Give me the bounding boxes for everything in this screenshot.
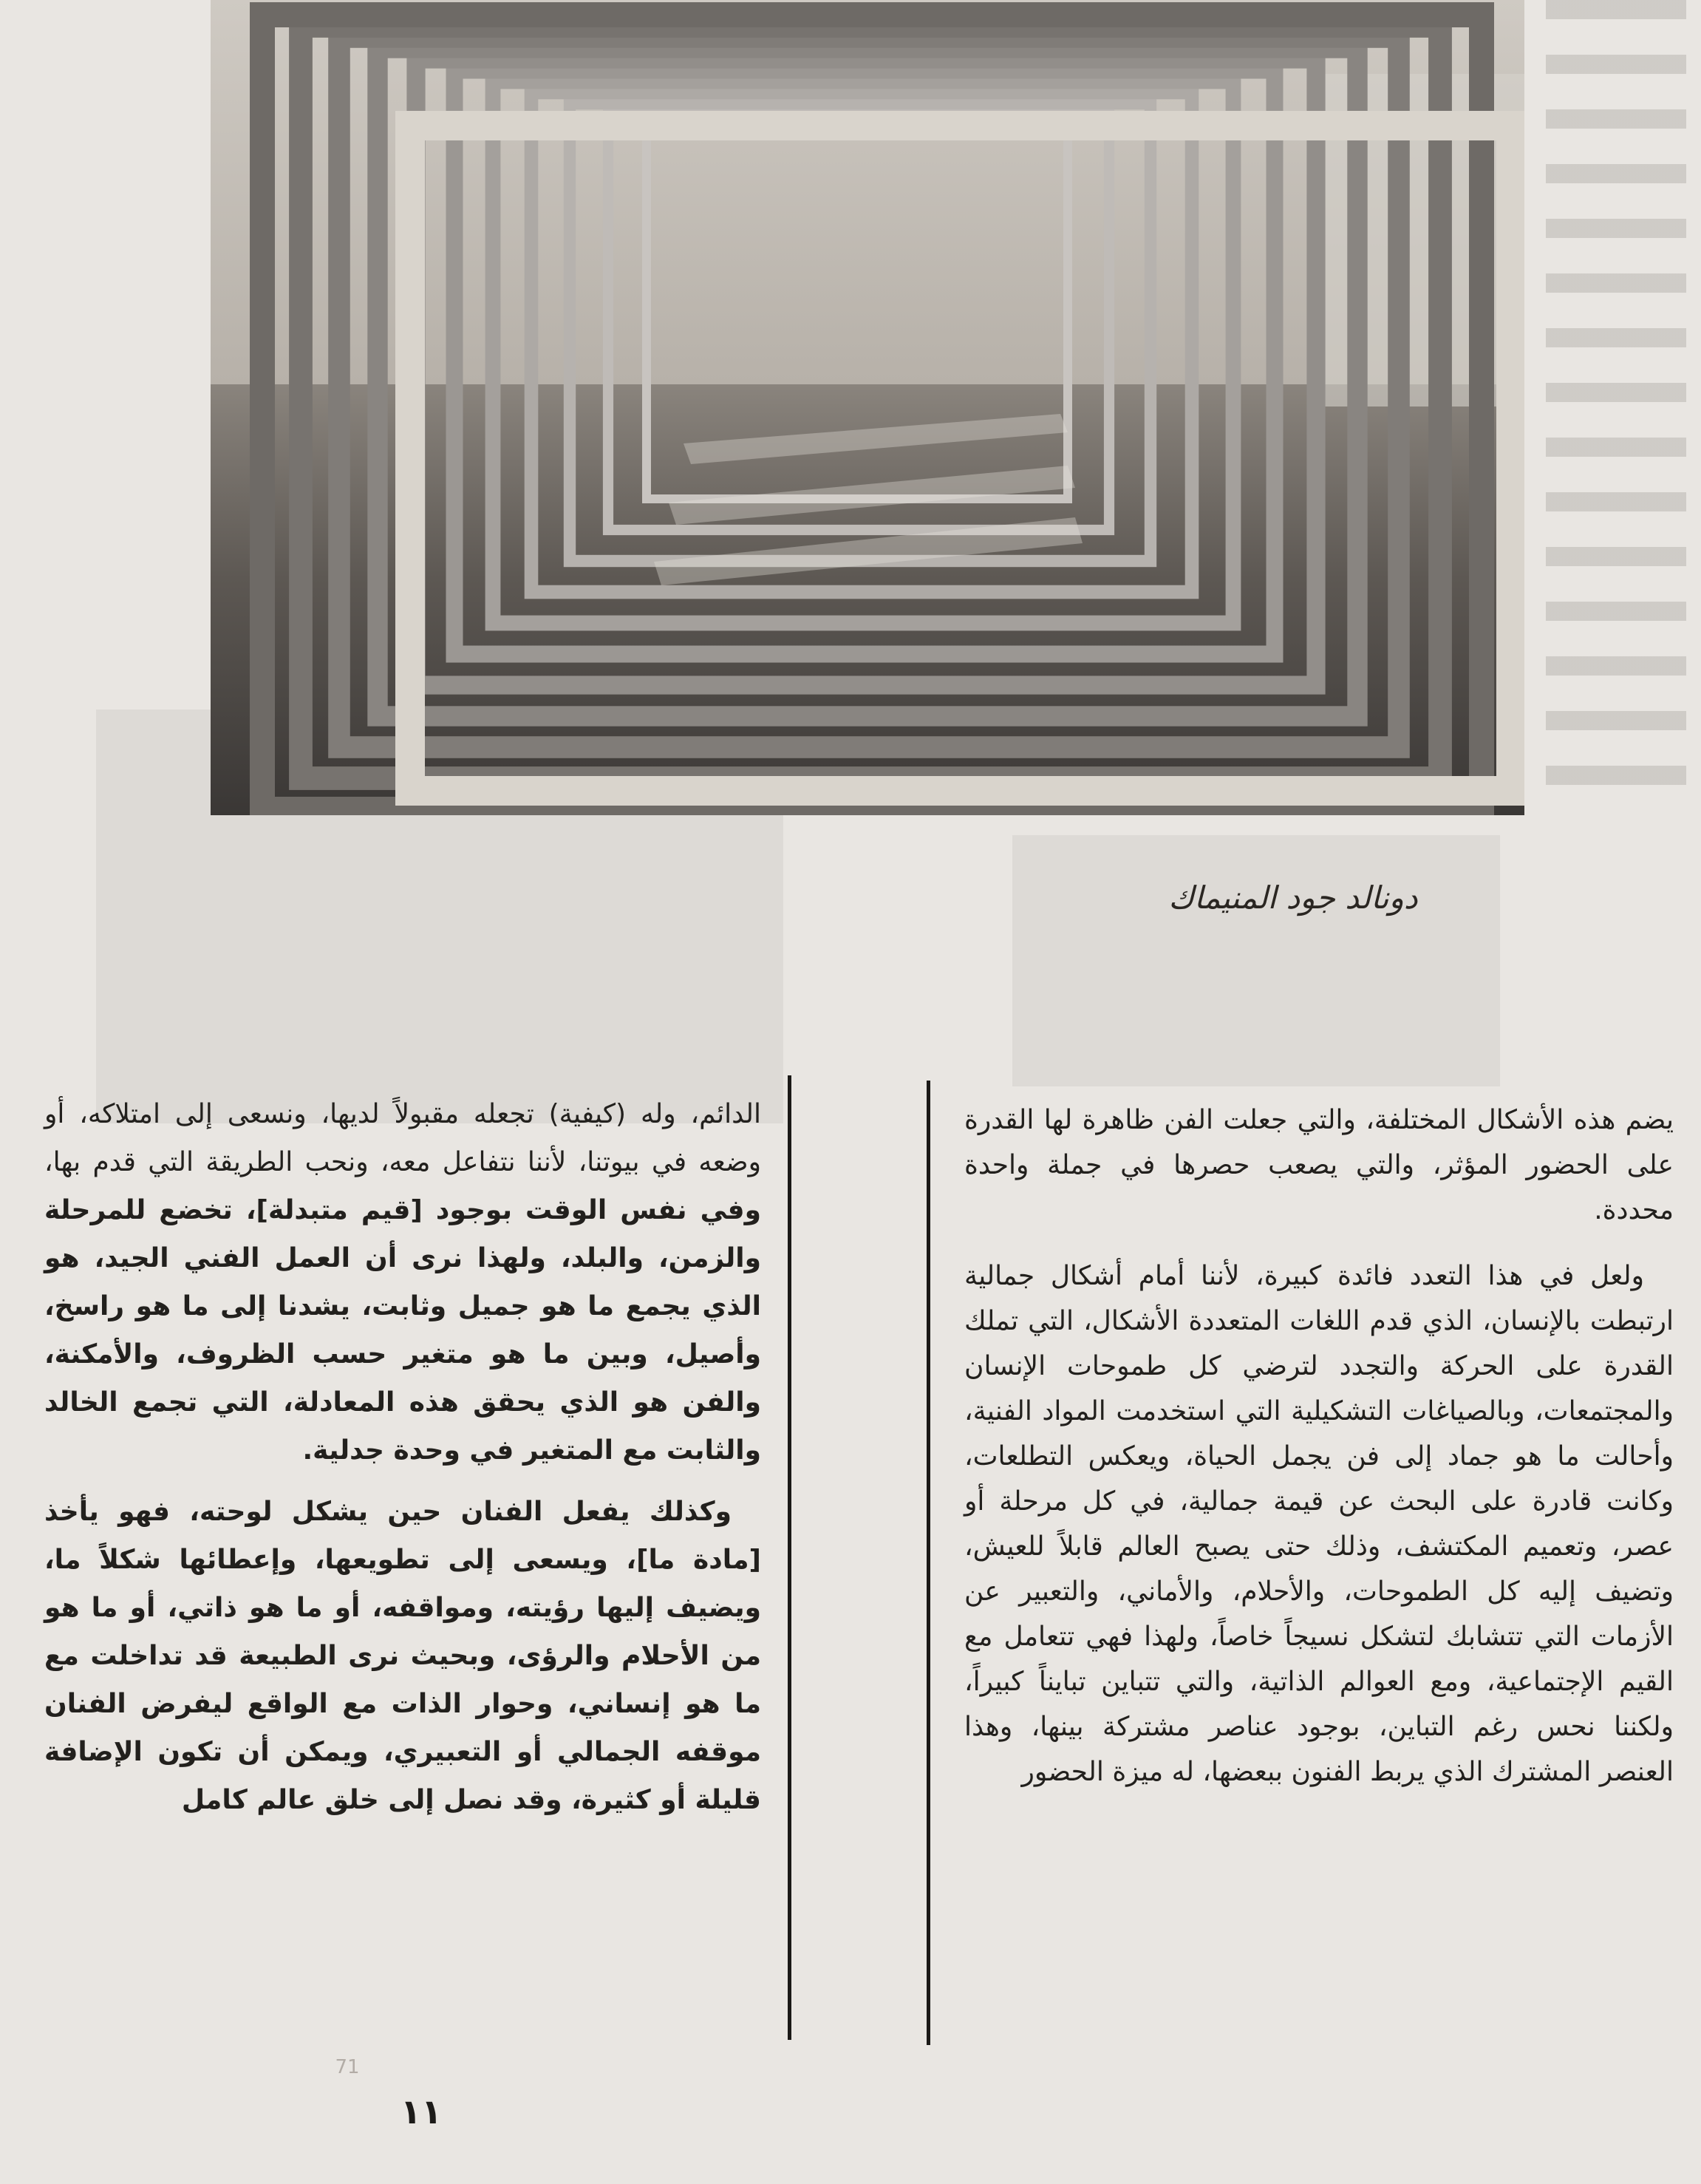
paragraph-regular-text: الدائم، وله (كيفية) تجعله مقبولاً لديها، ونسعى إلى امتلاكه، أو وضعه في بيوتنا، لأننا نتفاعل معه، ونحب الطريقة التي قدم بها، [44, 1099, 761, 1177]
paragraph: وكذلك يفعل الفنان حين يشكل لوحته، فهو يأخذ [مادة ما]، ويسعى إلى تطويعها، وإعطائها شكلاً ما، ويضيف إليها رؤيته، ومواقفه، أو ما هو ذاتي، أو ما هو من الأحلام والرؤى، وبحيث نرى الطبيعة قد تداخلت مع ما هو إنساني، وحوار الذات مع الواقع ليفرض الفنان موقفه الجمالي أو التعبيري، ويمكن أن تكون الإضافة قليلة أو كثيرة، وقد نصل إلى خلق عالم كامل [44, 1497, 761, 1815]
text-column-right [964, 1098, 1674, 1815]
photo-caption: دونالد جود المنيماك [1168, 880, 1418, 916]
faint-page-mark: 71 [335, 2056, 360, 2078]
paragraph: يضم هذه الأشكال المختلفة، والتي جعلت الفن ظاهرة لها القدرة على الحضور المؤثر، والتي يصعب حصرها في جملة واحدة محددة. [964, 1105, 1674, 1225]
text-column-left [44, 1090, 761, 1837]
paragraph: ولعل في هذا التعدد فائدة كبيرة، لأننا أمام أشكال جمالية ارتبطت بالإنسان، الذي قدم اللغات المتعددة الأشكال، التي تملك القدرة على الحركة والتجدد لترضي كل طموحات الإنسان والمجتمعات، وبالصياغات التشكيلية التي استخدمت المواد الفنية، وأحالت ما هو جماد إلى فن يجمل الحياة، ويعكس التطلعات، وكانت قادرة على البحث عن قيمة جمالية، في كل مرحلة أو عصر، وتعميم المكتشف، وذلك حتى يصبح العالم قابلاً للعيش، وتضيف إليه كل الطموحات، والأحلام، والأماني، والتعبير عن الأزمات التي تتشابك لتشكل نسيجاً خاصاً، ولهذا فهي تتعامل مع القيم الإجتماعية، ومع العوالم الذاتية، والتي تتباين تبايناً كبيراً، ولكننا نحس رغم التباين، بوجود عناصر مشتركة بينها، وهذا العنصر المشترك الذي يربط الفنون ببعضها، له ميزة الحضور [964, 1261, 1674, 1787]
paragraph [44, 1090, 761, 1474]
column-rule-left [788, 1075, 791, 2040]
bleed-through-shadow-right [1012, 835, 1500, 1086]
page-number: ١١ [400, 2092, 443, 2132]
column-rule-right [927, 1081, 930, 2045]
sculpture-photograph [211, 0, 1524, 815]
bleed-through-text-edge [1546, 0, 1686, 813]
paragraph-bold-text: وفي نفس الوقت بوجود [قيم متبدلة]، تخضع للمرحلة والزمن، والبلد، ولهذا نرى أن العمل الفني الجيد، هو الذي يجمع ما هو جميل وثابت، يشدنا إلى ما هو راسخ، وأصيل، وبين ما هو متغير حسب الظروف، والأمكنة، والفن هو الذي يحقق هذه المعادلة، التي تجمع الخالد والثابت مع المتغير في وحدة جدلية. [44, 1195, 761, 1466]
